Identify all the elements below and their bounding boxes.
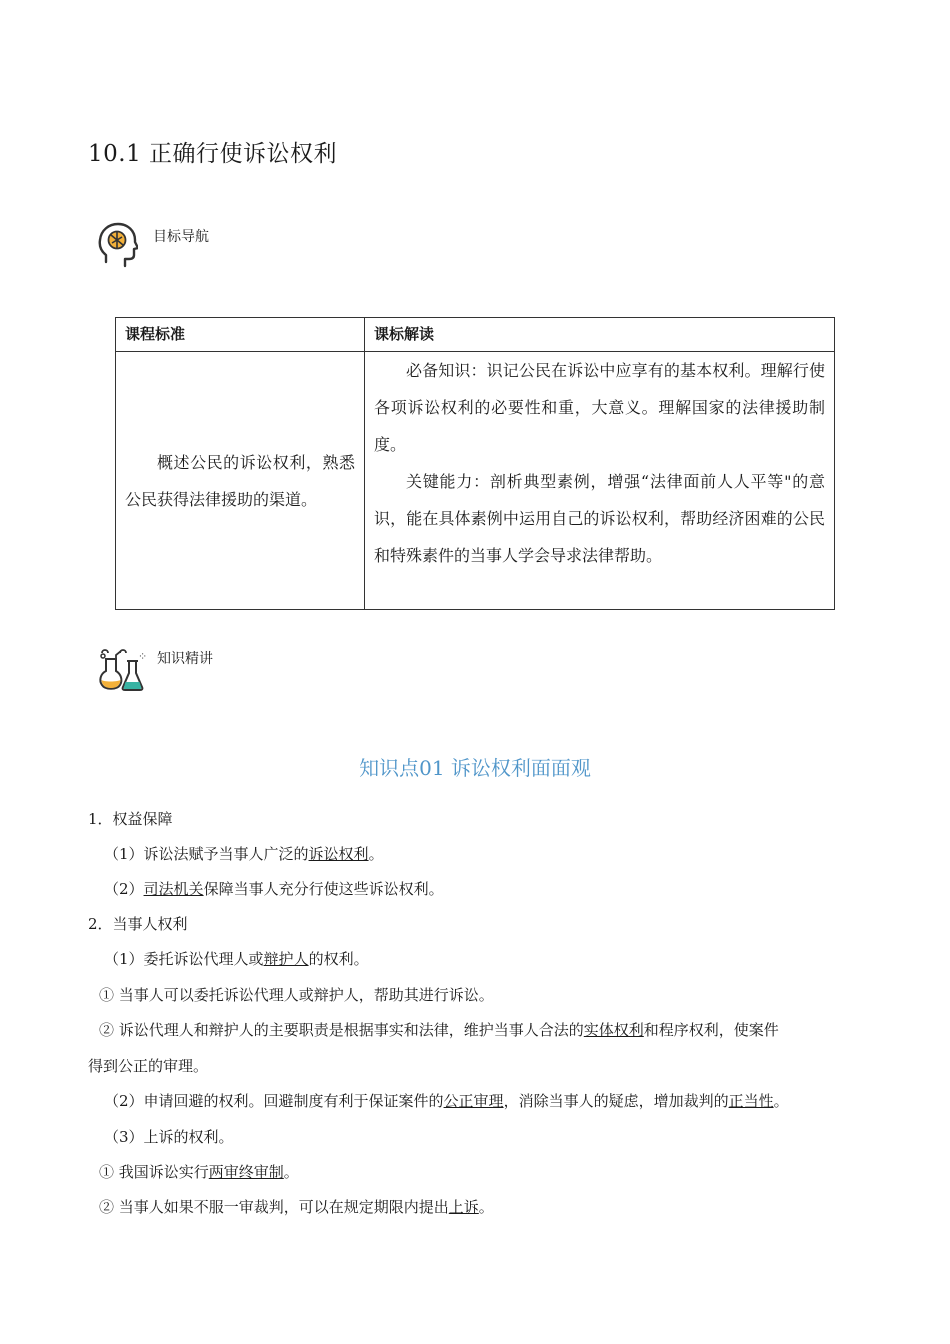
text-span: 。 xyxy=(773,1092,789,1110)
text-span: （2） xyxy=(104,880,144,898)
text-span: 和程序权利，使案件 xyxy=(643,1021,779,1039)
text-span: ① 我国诉讼实行 xyxy=(99,1163,209,1181)
list-item: 得到公正的审理。 xyxy=(88,1057,209,1075)
underlined-keyword: 两审终审制 xyxy=(208,1163,284,1181)
page-title: 10.1 正确行使诉讼权利 xyxy=(88,141,338,167)
knowledge-point-heading: 知识点01 诉讼权利面面观 xyxy=(359,756,591,780)
text-span: （1）委托诉讼代理人或 xyxy=(104,950,264,968)
text-span: 。 xyxy=(368,845,384,863)
underlined-keyword: 实体权利 xyxy=(583,1021,644,1039)
standard-text: 概述公民的诉讼权利，熟悉公民获得法律援助的渠道。 xyxy=(125,452,355,509)
list-item: 2．当事人权利 xyxy=(88,915,188,933)
underlined-keyword: 正当性 xyxy=(728,1092,774,1110)
underlined-keyword: 诉讼权利 xyxy=(308,845,369,863)
standard-cell xyxy=(116,352,365,610)
table-header-interpretation: 课标解读 xyxy=(365,318,835,352)
list-item xyxy=(99,1196,494,1217)
underlined-keyword: 公正审理 xyxy=(443,1092,504,1110)
list-item xyxy=(104,843,384,864)
text-span: 。 xyxy=(283,1163,299,1181)
text-span: （1）诉讼法赋予当事人广泛的 xyxy=(104,845,309,863)
interpretation-cell xyxy=(365,352,835,610)
sparkle-icon: ⁘ xyxy=(138,650,148,663)
nav-label: 目标导航 xyxy=(153,229,209,245)
text-span: 保障当事人充分行使这些诉讼权利。 xyxy=(203,880,444,898)
underlined-keyword: 辩护人 xyxy=(263,950,309,968)
text-span: 的权利。 xyxy=(308,950,369,968)
list-item xyxy=(104,1090,789,1111)
course-standard-table xyxy=(115,317,835,610)
list-item xyxy=(99,1019,869,1040)
list-item xyxy=(104,948,369,969)
text-span: 。 xyxy=(478,1198,494,1216)
list-item xyxy=(104,878,444,899)
list-item xyxy=(99,1161,299,1182)
text-span: （2）申请回避的权利。回避制度有利于保证案件的 xyxy=(104,1092,444,1110)
underlined-keyword: 上诉 xyxy=(448,1198,479,1216)
text-span: ② 诉讼代理人和辩护人的主要职责是根据事实和法律，维护当事人合法的 xyxy=(99,1021,584,1039)
knowledge-label: 知识精讲 xyxy=(157,651,213,667)
underlined-keyword: 司法机关 xyxy=(143,880,204,898)
interpretation-para-2: 关键能力：剖析典型素例，增强“法律面前人人平等"的意识，能在具体素例中运用自己的诉讼权利，帮助经济困难的公民和特殊素件的当事人学会导求法律帮助。 xyxy=(374,472,825,565)
head-brain-icon xyxy=(98,222,138,268)
table-header-standard: 课程标准 xyxy=(116,318,365,352)
interpretation-para-1: 必备知识：识记公民在诉讼中应享有的基本权利。理解行使各项诉讼权利的必要性和重，大意义。理解国家的法律援助制度。 xyxy=(374,361,825,454)
text-span: ，消除当事人的疑虑，增加裁判的 xyxy=(503,1092,729,1110)
list-item: 1．权益保障 xyxy=(88,810,173,828)
list-item: ① 当事人可以委托诉讼代理人或辩护人，帮助其进行诉讼。 xyxy=(99,986,494,1004)
text-span: ② 当事人如果不服一审裁判，可以在规定期限内提出 xyxy=(99,1198,449,1216)
list-item: （3）上诉的权利。 xyxy=(104,1128,234,1146)
